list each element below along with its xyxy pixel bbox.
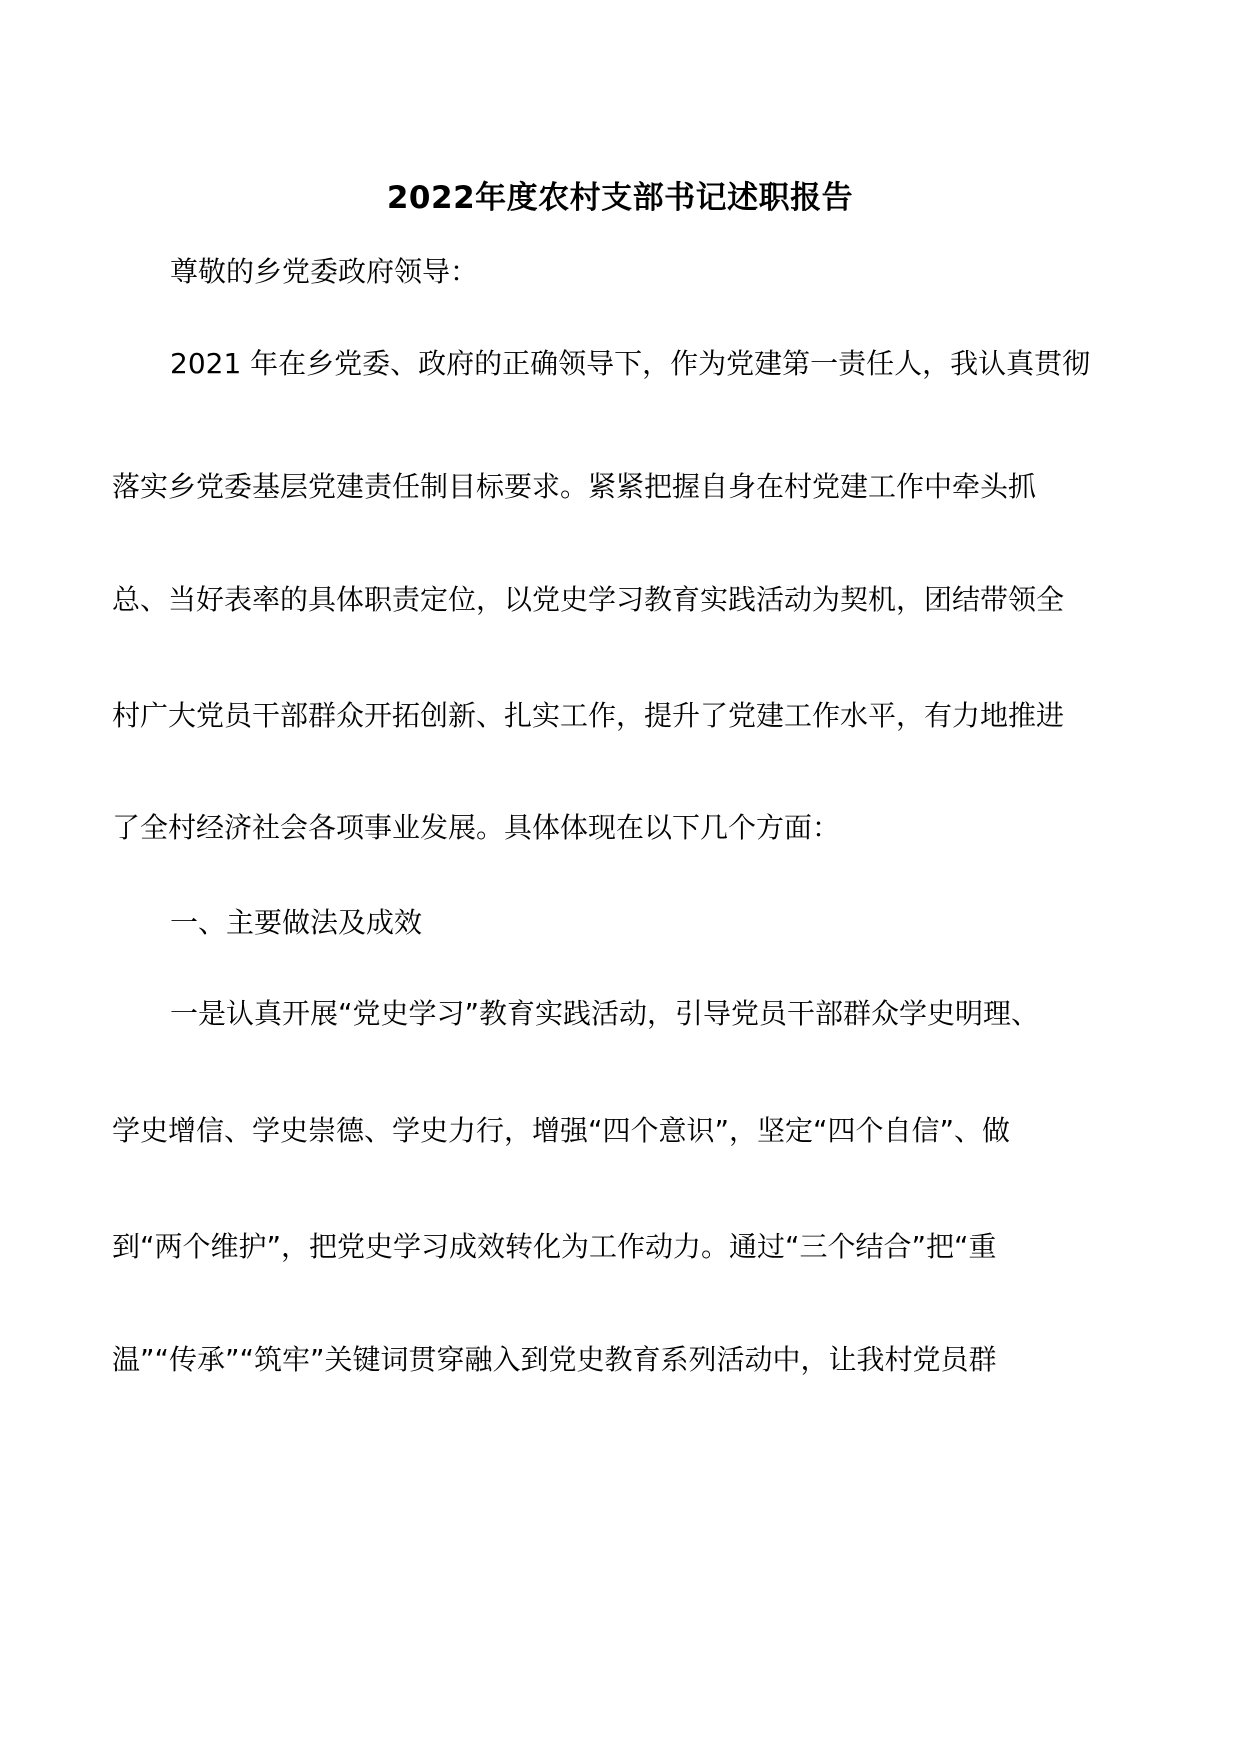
paragraph-line: 一是认真开展“党史学习”教育实践活动，引导党员干部群众学史明理、 <box>170 997 1040 1030</box>
document-title: 2022年度农村支部书记述职报告 <box>386 180 854 216</box>
paragraph-line: 到“两个维护”，把党史学习成效转化为工作动力。通过“三个结合”把“重 <box>112 1230 997 1263</box>
paragraph-line: 落实乡党委基层党建责任制目标要求。紧紧把握自身在村党建工作中牵头抓 <box>112 470 1037 503</box>
paragraph-line: 了全村经济社会各项事业发展。具体体现在以下几个方面： <box>112 811 841 844</box>
paragraph-line: 温”“传承”“筑牢”关键词贯穿融入到党史教育系列活动中，让我村党员群 <box>112 1343 997 1376</box>
paragraph-line: 2021 年在乡党委、政府的正确领导下，作为党建第一责任人，我认真贯彻 <box>170 347 1091 380</box>
paragraph-line: 总、当好表率的具体职责定位，以党史学习教育实践活动为契机，团结带领全 <box>112 583 1065 616</box>
paragraph-line: 村广大党员干部群众开拓创新、扎实工作，提升了党建工作水平，有力地推进 <box>112 699 1065 732</box>
salutation: 尊敬的乡党委政府领导： <box>170 255 479 288</box>
section-heading: 一、主要做法及成效 <box>170 906 423 939</box>
paragraph-line: 学史增信、学史崇德、学史力行，增强“四个意识”，坚定“四个自信”、做 <box>112 1114 1011 1147</box>
